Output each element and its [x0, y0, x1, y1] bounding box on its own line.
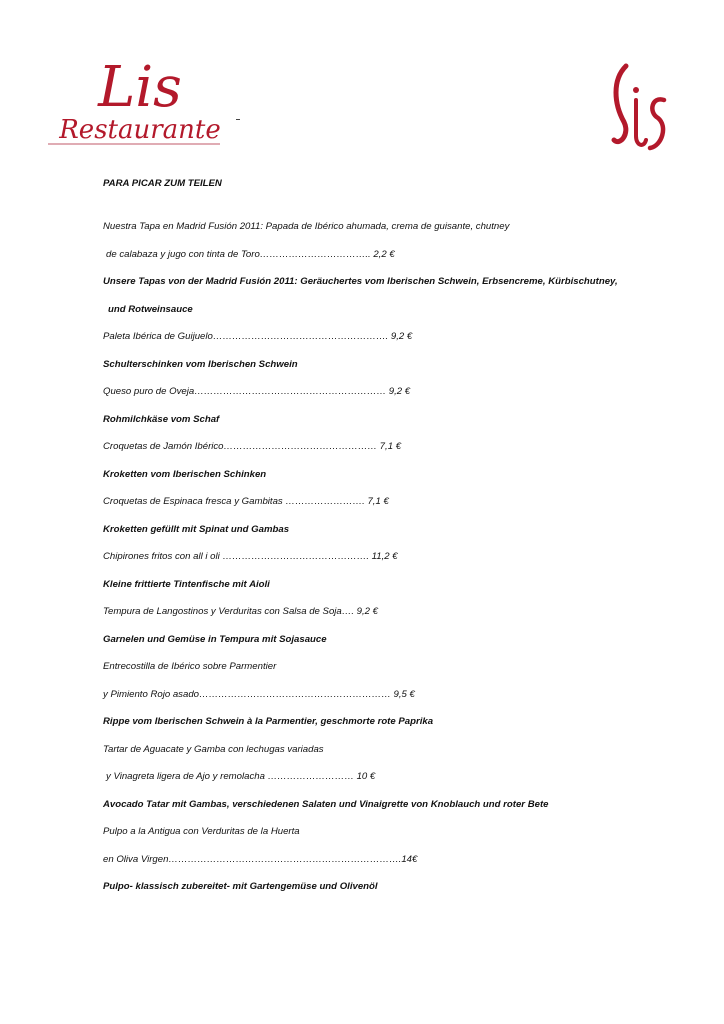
menu-line: Chipirones fritos con all i oli ………………………………………. 11,2 € — [103, 551, 398, 562]
logo-tick — [236, 119, 240, 120]
menu-line: Kroketten gefüllt mit Spinat und Gambas — [103, 524, 290, 535]
menu-line: Pulpo a la Antigua con Verduritas de la Huerta — [103, 826, 300, 837]
menu-line: Avocado Tatar mit Gambas, verschiedenen Salaten und Vinaigrette von Knoblauch und roter Bete — [103, 799, 549, 810]
menu-line: Tartar de Aguacate y Gamba con lechugas variadas — [103, 744, 324, 755]
menu-heading: PARA PICAR ZUM TEILEN — [103, 178, 222, 189]
brand-mark — [606, 60, 672, 160]
menu-line: Entrecostilla de Ibérico sobre Parmentier — [103, 661, 277, 672]
mark-dot — [633, 87, 639, 93]
logo-text-lis: Lis — [98, 55, 182, 120]
brand-mark-graphic — [606, 60, 672, 160]
logo-text-restaurante: Restaurante — [59, 115, 221, 145]
menu-line: Rohmilchkäse vom Schaf — [103, 414, 220, 425]
menu-line: y Vinagreta ligera de Ajo y remolacha ……………………… 10 € — [106, 771, 376, 782]
restaurant-logo — [44, 48, 236, 148]
menu-line: Pulpo- klassisch zubereitet- mit Gartengemüse und Olivenöl — [103, 881, 378, 892]
menu-line: Garnelen und Gemüse in Tempura mit Sojasauce — [103, 634, 327, 645]
mark-stroke-i — [636, 100, 646, 145]
menu-line: Kleine frittierte Tintenfische mit Aioli — [103, 579, 270, 590]
menu-line: Schulterschinken vom Iberischen Schwein — [103, 359, 298, 370]
mark-stroke-s — [650, 99, 664, 148]
menu-line: Queso puro de Oveja…………………………………………………… 9,2 € — [103, 386, 411, 397]
menu-line: und Rotweinsauce — [108, 304, 193, 315]
menu-line: Croquetas de Jamón Ibérico………………………………………… 7,1 € — [103, 441, 402, 452]
menu-line: Kroketten vom Iberischen Schinken — [103, 469, 267, 480]
menu-line: Nuestra Tapa en Madrid Fusión 2011: Papada de Ibérico ahumada, crema de guisante, chutney — [103, 221, 510, 232]
restaurant-logo-graphic — [44, 48, 236, 148]
menu-line: Unsere Tapas von der Madrid Fusión 2011: Geräuchertes vom Iberischen Schwein, Erbsencreme, Kürbischutney, — [103, 276, 618, 287]
menu-line: en Oliva Virgen……………………………………………………………….14€ — [103, 854, 418, 865]
menu-line: Tempura de Langostinos y Verduritas con Salsa de Soja…. 9,2 € — [103, 606, 379, 617]
menu-line: y Pimiento Rojo asado…………………………………………………… 9,5 € — [103, 689, 415, 700]
menu-line: Croquetas de Espinaca fresca y Gambitas ……………………. 7,1 € — [103, 496, 389, 507]
menu-line: Paleta Ibérica de Guijuelo………………………………………………. 9,2 € — [103, 331, 413, 342]
menu-line: Rippe vom Iberischen Schwein à la Parmentier, geschmorte rote Paprika — [103, 716, 434, 727]
mark-stroke-l — [614, 66, 626, 142]
menu-line: de calabaza y jugo con tinta de Toro…………………………….. 2,2 € — [106, 249, 395, 260]
